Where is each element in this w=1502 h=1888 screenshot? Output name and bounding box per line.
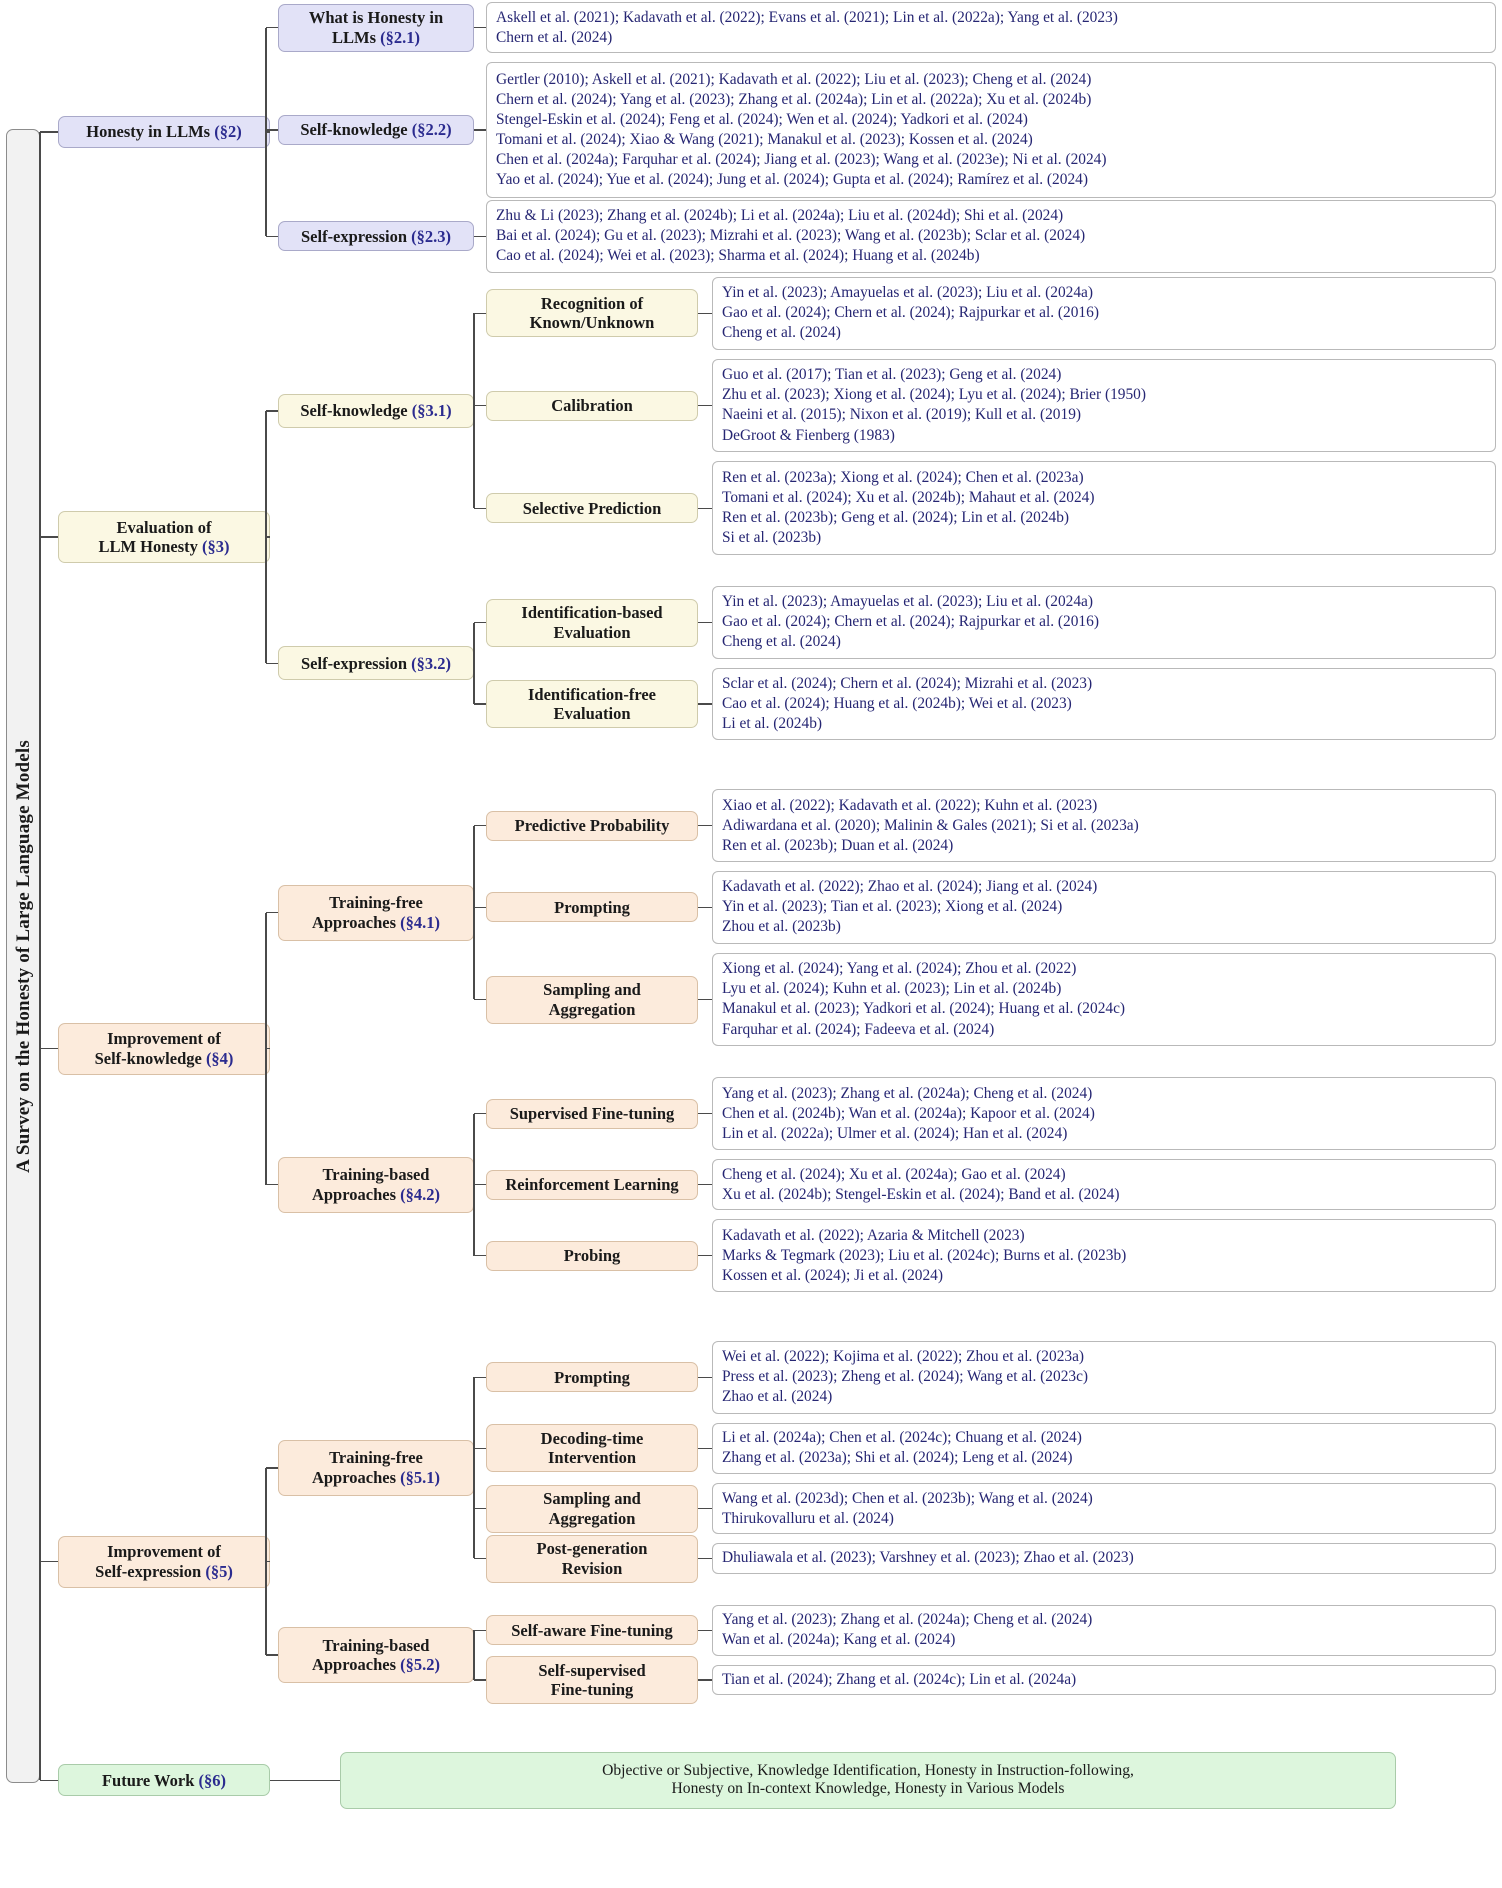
node-label [493, 1489, 691, 1528]
citation-box [712, 1483, 1496, 1534]
citation-line: Xu et al. (2024b); Stengel-Eskin et al. (2024); Band et al. (2024) [722, 1185, 1120, 1203]
node-evaluation-0-1[interactable] [486, 391, 698, 421]
citation-text [496, 70, 1487, 190]
root-node[interactable] [6, 129, 40, 1783]
node-evaluation-1-0[interactable] [486, 599, 698, 647]
citation-box [712, 586, 1496, 659]
connector [474, 825, 486, 827]
node-improve-self-knowledge-0-0[interactable] [486, 811, 698, 841]
node-improve-self-expression-1-0[interactable] [486, 1615, 698, 1645]
connector [474, 1448, 486, 1450]
connector [698, 1377, 712, 1379]
citation-box [486, 2, 1496, 53]
connector [474, 129, 486, 131]
connector [698, 703, 712, 705]
citation-line: Marks & Tegmark (2023); Liu et al. (2024c); Burns et al. (2023b) [722, 1246, 1127, 1264]
citation-line: Adiwardana et al. (2020); Malinin & Gales (2021); Si et al. (2023a) [722, 816, 1139, 834]
citation-line: Cheng et al. (2024) [722, 324, 841, 342]
citation-line: Cao et al. (2024); Wei et al. (2023); Sharma et al. (2024); Huang et al. (2024b) [496, 247, 980, 265]
citation-line: Press et al. (2023); Zheng et al. (2024); Wang et al. (2023c) [722, 1368, 1089, 1386]
node-label-line: Intervention [548, 1448, 636, 1468]
citation-box [712, 668, 1496, 741]
node-label-line: Training-based [322, 1635, 430, 1655]
node-evaluation-0-2[interactable] [486, 493, 698, 523]
citation-line: Xiong et al. (2024); Yang et al. (2024); Zhou et al. (2022) [722, 960, 1077, 978]
node-honesty-child-2[interactable] [278, 221, 474, 251]
node-label: Future Work (§6) [101, 1770, 227, 1790]
citation-text [496, 8, 1487, 48]
connector [474, 1113, 486, 1115]
connector [474, 1508, 486, 1510]
node-label: Self-expression (§2.3) [300, 226, 452, 246]
citation-box [712, 1665, 1496, 1695]
connector [40, 131, 58, 133]
node-label-line: LLM Honesty (§3) [98, 537, 230, 557]
node-improve-self-knowledge-mid-1[interactable] [278, 1157, 474, 1213]
connector [698, 313, 712, 315]
connector [474, 622, 486, 624]
node-label-line: Recognition of [540, 293, 644, 313]
citation-line: Farquhar et al. (2024); Fadeeva et al. (2024) [722, 1020, 995, 1038]
node-evaluation[interactable] [58, 511, 270, 563]
node-label-line: Aggregation [548, 999, 636, 1019]
connector [698, 1558, 712, 1560]
citation-line: Tian et al. (2024); Zhang et al. (2024c); Lin et al. (2024a) [722, 1671, 1077, 1689]
connector-spine [473, 313, 475, 508]
node-label-line: Improvement of [107, 1029, 221, 1049]
node-label-line: Sampling and [543, 980, 641, 1000]
citation-line: Sclar et al. (2024); Chern et al. (2024); Mizrahi et al. (2023) [722, 675, 1093, 693]
node-label [493, 1539, 691, 1578]
citation-line: Kossen et al. (2024); Ji et al. (2024) [722, 1266, 943, 1284]
node-label: Predictive Probability [514, 815, 670, 835]
connector [266, 236, 278, 238]
connector-spine [473, 1630, 475, 1680]
citation-text [722, 1165, 1487, 1205]
node-improve-self-expression-0-2[interactable] [486, 1485, 698, 1533]
citation-line: Wei et al. (2022); Kojima et al. (2022); Zhou et al. (2023a) [722, 1348, 1085, 1366]
node-label [285, 893, 467, 932]
node-improve-self-knowledge-0-1[interactable] [486, 892, 698, 922]
connector [270, 1780, 340, 1782]
citation-text [722, 283, 1487, 343]
node-label [285, 1448, 467, 1487]
node-improve-self-knowledge-0-2[interactable] [486, 976, 698, 1024]
root-spine [39, 132, 41, 1780]
citation-box [486, 200, 1496, 273]
node-honesty-child-0[interactable] [278, 4, 474, 52]
node-label-line: Aggregation [548, 1508, 636, 1528]
citation-text [722, 959, 1487, 1039]
connector [698, 825, 712, 827]
citation-line: Lyu et al. (2024); Kuhn et al. (2023); Lin et al. (2024b) [722, 980, 1062, 998]
node-label: Reinforcement Learning [505, 1174, 679, 1194]
citation-line: Wan et al. (2024a); Kang et al. (2024) [722, 1631, 956, 1649]
node-label [65, 1542, 263, 1581]
node-label-line: Fine-tuning [550, 1680, 634, 1700]
node-label-line: Decoding-time [540, 1428, 644, 1448]
node-label: Honesty in LLMs (§2) [86, 122, 242, 142]
citation-text [496, 206, 1487, 266]
connector [474, 1679, 486, 1681]
citation-line: Si et al. (2023b) [722, 529, 822, 547]
node-label: Self-knowledge (§2.2) [300, 120, 452, 140]
connector [698, 405, 712, 407]
node-label [493, 294, 691, 333]
node-label: Self-knowledge (§3.1) [300, 401, 452, 421]
connector [266, 1184, 278, 1186]
node-label [493, 980, 691, 1019]
node-improve-self-expression-1-1[interactable] [486, 1656, 698, 1704]
citation-line: Yin et al. (2023); Amayuelas et al. (2023); Liu et al. (2024a) [722, 593, 1093, 611]
citation-text [722, 1226, 1487, 1286]
citation-box [712, 1159, 1496, 1210]
connector [698, 1448, 712, 1450]
connector [474, 703, 486, 705]
citation-box [712, 1543, 1496, 1573]
connector [474, 405, 486, 407]
node-label: Supervised Fine-tuning [509, 1103, 675, 1123]
citation-text [722, 468, 1487, 548]
citation-line: Manakul et al. (2023); Yadkori et al. (2024); Huang et al. (2024c) [722, 1000, 1126, 1018]
citation-line: Gao et al. (2024); Chern et al. (2024); Rajpurkar et al. (2016) [722, 304, 1099, 322]
connector [40, 1780, 58, 1782]
node-label-line: Revision [561, 1558, 623, 1578]
citation-line: Kadavath et al. (2022); Azaria & Mitchell (2023) [722, 1226, 1025, 1244]
node-label [493, 603, 691, 642]
citation-text [722, 796, 1487, 856]
citation-line: Yin et al. (2023); Amayuelas et al. (2023); Liu et al. (2024a) [722, 284, 1093, 302]
node-improve-self-expression-mid-0[interactable] [278, 1440, 474, 1496]
connector [40, 1561, 58, 1563]
node-label-line: Training-based [322, 1165, 430, 1185]
citation-line: Zhang et al. (2023a); Shi et al. (2024); Leng et al. (2024) [722, 1449, 1073, 1467]
node-label-line: Approaches (§5.1) [311, 1467, 441, 1487]
citation-text [722, 1084, 1487, 1144]
connector [698, 1508, 712, 1510]
citation-line: Gertler (2010); Askell et al. (2021); Kadavath et al. (2022); Liu et al. (2023); Cheng et al. (2024) [496, 71, 1092, 89]
node-label-line: Training-free [329, 893, 423, 913]
citation-line: DeGroot & Fienberg (1983) [722, 426, 895, 444]
citation-line: Zhao et al. (2024) [722, 1388, 833, 1406]
future-work-box [340, 1752, 1396, 1808]
citation-text [722, 1548, 1487, 1568]
node-label-line: Approaches (§5.2) [311, 1655, 441, 1675]
node-label-line: Self-supervised [538, 1660, 646, 1680]
citation-box [712, 1605, 1496, 1656]
node-improve-self-knowledge-mid-0[interactable] [278, 885, 474, 941]
node-label-line: Training-free [329, 1448, 423, 1468]
node-improve-self-expression-0-1[interactable] [486, 1424, 698, 1472]
connector [40, 536, 58, 538]
citation-line: Stengel-Eskin et al. (2024); Feng et al. (2024); Wen et al. (2024); Yadkori et al. (2024) [496, 111, 1028, 129]
connector [266, 912, 278, 914]
citation-box [486, 62, 1496, 198]
citation-line: Chern et al. (2024) [496, 28, 613, 46]
node-improve-self-knowledge[interactable] [58, 1023, 270, 1075]
node-improve-self-expression-0-3[interactable] [486, 1535, 698, 1583]
citation-box [712, 1077, 1496, 1150]
connector [474, 313, 486, 315]
citation-box [712, 1341, 1496, 1414]
connector [698, 1255, 712, 1257]
node-label [493, 685, 691, 724]
citation-line: Gao et al. (2024); Chern et al. (2024); Rajpurkar et al. (2016) [722, 613, 1099, 631]
connector [474, 1377, 486, 1379]
node-improve-self-knowledge-1-0[interactable] [486, 1099, 698, 1129]
citation-line: Askell et al. (2021); Kadavath et al. (2022); Evans et al. (2021); Lin et al. (2022a); Yang et al. (2023) [496, 8, 1118, 26]
connector [266, 1654, 278, 1656]
connector [474, 508, 486, 510]
citation-line: Tomani et al. (2024); Xu et al. (2024b); Mahaut et al. (2024) [722, 489, 1095, 507]
citation-box [712, 277, 1496, 350]
connector [266, 536, 270, 538]
citation-box [712, 953, 1496, 1047]
citation-line: Bai et al. (2024); Gu et al. (2023); Mizrahi et al. (2023); Wang et al. (2023b); Sclar et al. (2024) [496, 227, 1086, 245]
node-label-line: Evaluation [553, 622, 631, 642]
citation-line: Cheng et al. (2024); Xu et al. (2024a); Gao et al. (2024) [722, 1165, 1066, 1183]
connector [698, 1679, 712, 1681]
node-evaluation-0-0[interactable] [486, 289, 698, 337]
citation-line: Tomani et al. (2024); Xiao & Wang (2021); Manakul et al. (2023); Kossen et al. (2024) [496, 131, 1033, 149]
connector [266, 27, 278, 29]
citation-line: Wang et al. (2023d); Chen et al. (2023b); Wang et al. (2024) [722, 1489, 1093, 1507]
connector [474, 907, 486, 909]
citation-line: Ren et al. (2023b); Geng et al. (2024); Lin et al. (2024b) [722, 509, 1070, 527]
citation-line: Naeini et al. (2015); Nixon et al. (2019); Kull et al. (2019) [722, 406, 1082, 424]
citation-line: Li et al. (2024a); Chen et al. (2024c); Chuang et al. (2024) [722, 1429, 1082, 1447]
citation-line: Cao et al. (2024); Huang et al. (2024b); Wei et al. (2023) [722, 695, 1072, 713]
citation-line: Xiao et al. (2022); Kadavath et al. (2022); Kuhn et al. (2023) [722, 796, 1098, 814]
node-improve-self-expression-0-0[interactable] [486, 1362, 698, 1392]
node-improve-self-knowledge-1-2[interactable] [486, 1241, 698, 1271]
root-label: A Survey on the Honesty of Large Language Models [13, 739, 34, 1173]
connector [474, 1558, 486, 1560]
citation-line: Yang et al. (2023); Zhang et al. (2024a); Cheng et al. (2024) [722, 1611, 1093, 1629]
node-label: Self-expression (§3.2) [300, 653, 452, 673]
node-improve-self-expression[interactable] [58, 1536, 270, 1588]
connector [474, 236, 486, 238]
connector [474, 1630, 486, 1632]
node-honesty[interactable] [58, 116, 270, 148]
citation-line: Zhu et al. (2023); Xiong et al. (2024); Lyu et al. (2024); Brier (1950) [722, 386, 1146, 404]
node-label-line: Evaluation of [116, 517, 212, 537]
citation-box [712, 461, 1496, 555]
node-label-line: Self-expression (§5) [95, 1561, 233, 1581]
connector [698, 622, 712, 624]
citation-text [722, 592, 1487, 652]
node-label-line: Improvement of [107, 1542, 221, 1562]
connector [698, 1630, 712, 1632]
connector [266, 1561, 270, 1563]
future-work-line: Objective or Subjective, Knowledge Identification, Honesty in Instruction-following, [602, 1761, 1134, 1779]
node-label: Self-aware Fine-tuning [511, 1620, 673, 1640]
connector [698, 999, 712, 1001]
citation-box [712, 1219, 1496, 1292]
node-label-line: Approaches (§4.1) [311, 912, 441, 932]
connector [698, 907, 712, 909]
citation-text [722, 674, 1487, 734]
citation-text [722, 1610, 1487, 1650]
node-label [65, 518, 263, 557]
connector-spine [473, 826, 475, 1000]
citation-text [722, 1670, 1487, 1690]
connector [474, 27, 486, 29]
connector [266, 1048, 270, 1050]
node-label-line: Self-knowledge (§4) [94, 1048, 234, 1068]
node-future[interactable] [58, 1764, 270, 1796]
connector [474, 999, 486, 1001]
citation-text [722, 1347, 1487, 1407]
node-label [493, 1429, 691, 1468]
citation-line: Zhou et al. (2023b) [722, 918, 841, 936]
citation-line: Chen et al. (2024b); Wan et al. (2024a); Kapoor et al. (2024) [722, 1104, 1095, 1122]
citation-line: Lin et al. (2022a); Ulmer et al. (2024); Han et al. (2024) [722, 1124, 1068, 1142]
node-label-line: Identification-free [528, 684, 656, 704]
node-label-line: Post-generation [536, 1539, 648, 1559]
citation-line: Ren et al. (2023b); Duan et al. (2024) [722, 836, 954, 854]
connector [266, 410, 278, 412]
connector [698, 1184, 712, 1186]
node-label-line: Identification-based [521, 603, 663, 623]
node-evaluation-mid-1[interactable] [278, 646, 474, 680]
connector-spine [473, 623, 475, 705]
future-work-line: Honesty on In-context Knowledge, Honesty in Various Models [671, 1780, 1065, 1798]
citation-line: Guo et al. (2017); Tian et al. (2023); Geng et al. (2024) [722, 366, 1062, 384]
citation-box [712, 359, 1496, 453]
connector [474, 1184, 486, 1186]
citation-text [722, 1489, 1487, 1529]
citation-line: Chern et al. (2024); Yang et al. (2023); Zhang et al. (2024a); Lin et al. (2022a); Xu et al. (2024b) [496, 91, 1092, 109]
node-improve-self-knowledge-1-1[interactable] [486, 1170, 698, 1200]
node-label-line: Known/Unknown [529, 313, 655, 333]
node-label-line: Sampling and [543, 1489, 641, 1509]
node-label: Calibration [551, 395, 633, 415]
citation-line: Yao et al. (2024); Yue et al. (2024); Jung et al. (2024); Gupta et al. (2024); Ramírez et al. (2024) [496, 171, 1088, 189]
node-label: Selective Prediction [522, 498, 662, 518]
node-label [493, 1661, 691, 1700]
citation-box [712, 871, 1496, 944]
citation-line: Kadavath et al. (2022); Zhao et al. (2024); Jiang et al. (2024) [722, 878, 1098, 896]
connector [266, 663, 278, 665]
future-work-text [347, 1762, 1389, 1799]
citation-text [722, 1428, 1487, 1468]
citation-line: Chen et al. (2024a); Farquhar et al. (2024); Jiang et al. (2023); Wang et al. (2023e); Ni et al. (2024) [496, 151, 1107, 169]
citation-text [722, 365, 1487, 445]
citation-text [722, 877, 1487, 937]
node-label-line: Approaches (§4.2) [311, 1184, 441, 1204]
citation-line: Ren et al. (2023a); Xiong et al. (2024); Chen et al. (2023a) [722, 469, 1084, 487]
connector [474, 1255, 486, 1257]
node-improve-self-expression-mid-1[interactable] [278, 1627, 474, 1683]
node-evaluation-mid-0[interactable] [278, 394, 474, 428]
node-label [65, 1029, 263, 1068]
node-honesty-child-1[interactable] [278, 115, 474, 145]
node-label: What is Honesty in LLMs (§2.1) [308, 8, 444, 47]
citation-line: Yang et al. (2023); Zhang et al. (2024a); Cheng et al. (2024) [722, 1084, 1093, 1102]
citation-line: Cheng et al. (2024) [722, 633, 841, 651]
connector [698, 1113, 712, 1115]
connector [266, 131, 270, 133]
node-label [285, 1636, 467, 1675]
node-label: Probing [563, 1245, 621, 1265]
citation-line: Zhu & Li (2023); Zhang et al. (2024b); Li et al. (2024a); Liu et al. (2024d); Shi et al. (2024) [496, 207, 1064, 225]
citation-box [712, 789, 1496, 862]
citation-line: Li et al. (2024b) [722, 715, 823, 733]
node-label: Prompting [554, 897, 630, 917]
citation-box [712, 1423, 1496, 1474]
node-evaluation-1-1[interactable] [486, 680, 698, 728]
citation-line: Dhuliawala et al. (2023); Varshney et al. (2023); Zhao et al. (2023) [722, 1549, 1134, 1567]
connector [698, 508, 712, 510]
node-label-line: Evaluation [553, 704, 631, 724]
connector [266, 1467, 278, 1469]
node-label [285, 1165, 467, 1204]
citation-line: Yin et al. (2023); Tian et al. (2023); Xiong et al. (2024) [722, 898, 1063, 916]
node-label: Prompting [554, 1367, 630, 1387]
connector [40, 1048, 58, 1050]
connector-spine [473, 1377, 475, 1558]
citation-line: Thirukovalluru et al. (2024) [722, 1509, 894, 1527]
